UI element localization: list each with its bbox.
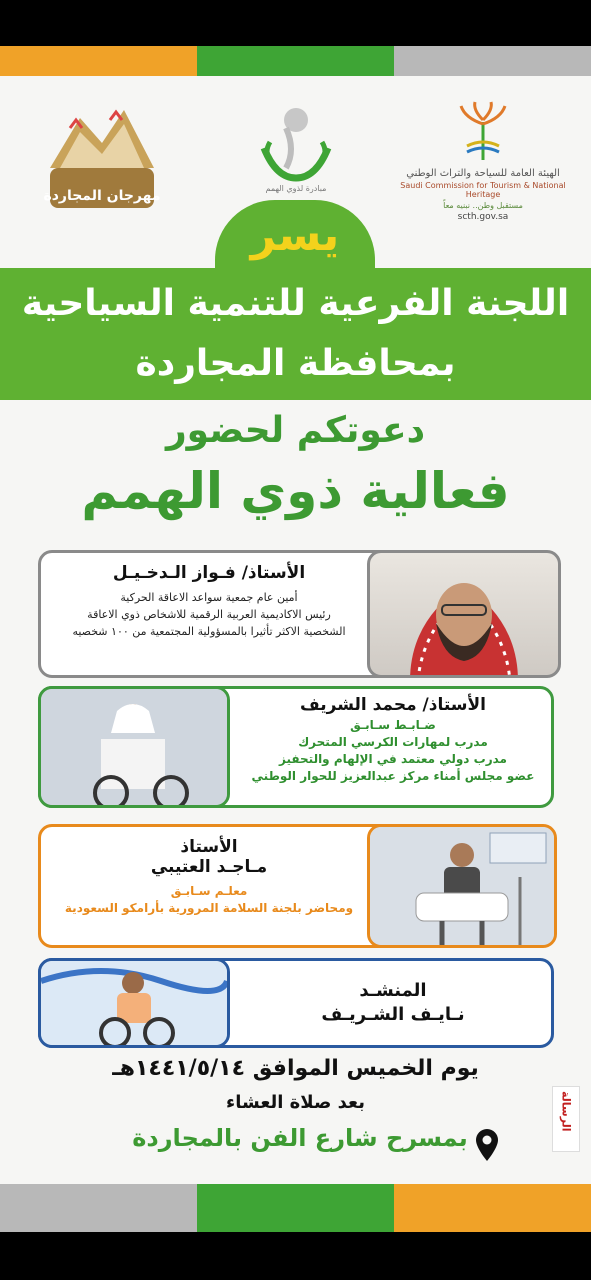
speaker-detail: معلـم سـابـق: [170, 884, 248, 898]
speaker-name: الأستاذ/ فـواز الـدخـيـل: [112, 563, 306, 583]
scth-arabic-name: الهيئة العامة للسياحة والتراث الوطني: [406, 168, 560, 179]
event-poster: [0, 46, 591, 1232]
speaker-card-2: [38, 686, 554, 808]
speaker-name-line2: نـايـف الشـريـف: [321, 1004, 465, 1025]
scth-logo: [398, 100, 568, 240]
event-venue: بمسرح شارع الفن بالمجاردة: [132, 1124, 468, 1152]
watermark-logo: [552, 1086, 580, 1152]
speaker-photo: [367, 550, 561, 678]
committee-band: [0, 268, 591, 400]
top-color-stripe: [0, 46, 591, 76]
speaker-card-1: [38, 550, 558, 678]
speaker-name: الأستاذ: [180, 837, 238, 857]
speaker-card-4: [38, 958, 554, 1048]
scth-url: scth.gov.sa: [457, 212, 509, 222]
speaker-name: الأستاذ/ محمد الشريف: [299, 695, 486, 715]
initiative-logo: [250, 98, 342, 208]
speaker-card-text: [51, 563, 367, 640]
event-date: يوم الخميس الموافق ١٤٤١/٥/١٤هـ: [112, 1056, 479, 1081]
speaker-name-line2: مـاجـد العتيبي: [150, 857, 268, 877]
speaker-card-text: [51, 837, 367, 917]
initiative-caption: مبادرة لذوي الهمم: [265, 184, 327, 193]
speaker-detail: أمين عام جمعية سواعد الاعاقة الحركية: [120, 591, 298, 604]
event-title: فعالية ذوي الهمم: [81, 462, 510, 520]
brand-tab: [215, 200, 375, 272]
speaker-detail: ومحاضر بلجنة السلامة المرورية بأرامكو السعودية: [64, 901, 354, 915]
speaker-card-text: [233, 695, 553, 785]
festival-logo-text: مهرجان المجاردة: [43, 188, 161, 204]
festival-logo: [40, 98, 164, 216]
speaker-detail: مدرب لمهارات الكرسي المتحرك: [298, 735, 488, 749]
invite-text: دعوتكم لحضور: [165, 410, 426, 451]
scth-tagline: مستقبل وطن.. نبنيه معاً: [443, 201, 523, 210]
bottom-color-stripe: [0, 1184, 591, 1232]
committee-line2: بمحافظة المجاردة: [135, 343, 456, 384]
committee-line1: اللجنة الفرعية للتنمية السياحية: [21, 283, 570, 324]
bottom-black-bar: [0, 1232, 591, 1280]
brand-title: يسر: [250, 210, 340, 261]
speaker-detail: الشخصية الاكثر تأثيرا بالمسؤولية المجتمعية من ١٠٠ شخصيه: [72, 625, 346, 638]
scth-english-name: Saudi Commission for Tourism & National Heritage: [400, 181, 566, 199]
watermark-text: الرسالة: [559, 1091, 573, 1132]
speaker-photo: [38, 686, 230, 808]
speaker-detail: ضـابـط سـابـق: [350, 718, 436, 732]
speaker-detail: رئيس الاكاديمية العربية الرقمية للاشخاص ذوي الاعاقة: [87, 608, 331, 621]
speaker-photo: [367, 824, 557, 948]
speaker-name: المنشـد: [359, 980, 427, 1001]
location-pin-icon: [474, 1128, 500, 1162]
speaker-card-text: [233, 979, 553, 1027]
top-black-bar: [0, 0, 591, 46]
speaker-card-3: [38, 824, 554, 948]
speaker-detail: عضو مجلس أمناء مركز عبدالعزيز للحوار الوطني: [251, 769, 535, 783]
speaker-photo: [38, 958, 230, 1048]
event-time: بعد صلاة العشاء: [226, 1092, 365, 1113]
speaker-detail: مدرب دولي معتمد في الإلهام والتحفيز: [279, 752, 507, 766]
